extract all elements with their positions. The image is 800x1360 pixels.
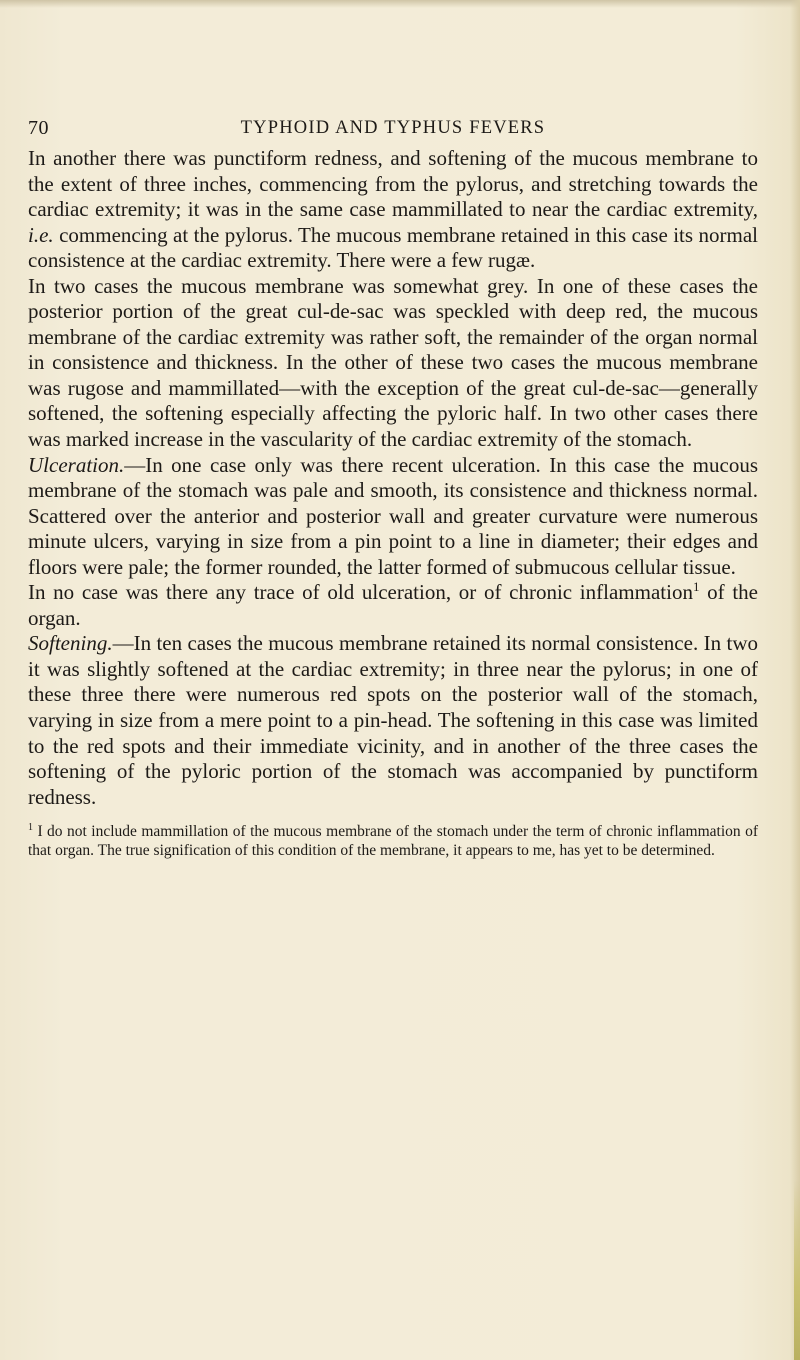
section-heading-softening: Softening. xyxy=(28,631,113,656)
body-text xyxy=(28,146,758,810)
page-header xyxy=(28,117,758,147)
footnote xyxy=(28,823,758,861)
footnote-reference[interactable]: 1 xyxy=(692,579,700,595)
paragraph-4 xyxy=(28,580,758,631)
running-head: TYPHOID AND TYPHUS FEVERS xyxy=(240,118,546,138)
paragraph-2 xyxy=(28,274,758,453)
italic-ie: i.e. xyxy=(28,222,54,247)
paragraph-text-rest: of the organ. xyxy=(28,580,758,630)
paragraph-ulceration xyxy=(28,453,758,581)
page-edge-stain xyxy=(794,1180,800,1360)
section-heading-ulceration: Ulceration. xyxy=(28,452,125,477)
page-top-shadow xyxy=(0,0,800,8)
paragraph-text: In two cases the mucous membrane was somewhat grey. In one of these cases the posterior portion of the great cul-de-sac was speckled with deep red, the mucous membrane of the cardiac extremity was rather soft, the remainder of the organ normal in consistence and thickness. In the other of these two cases the mucous membrane was rugose and mammillated—with the exception of the great cul-de-sac—generally softened, the softening especially affecting the pyloric half. In two other cases there was marked increase in the vascularity of the cardiac extremity of the stomach. xyxy=(28,273,758,452)
paragraph-text: —In ten cases the mucous membrane retained its normal consistence. In two it was slightly softened at the cardiac extremity; in three near the pylorus; in one of these three there were numerous red spots on the posterior wall of the stomach, varying in size from a mere point to a pin-head. The softening in this case was limited to the red spots and their immediate vicinity, and in another of the three cases the softening of the pyloric portion of the stomach was accompanied by punctiform redness. xyxy=(28,631,758,809)
paragraph-text: In no case was there any trace of old ulceration, or of chronic inflammation xyxy=(28,580,693,605)
paragraph-text-rest: commencing at the pylorus. The mucous membrane retained in this case its normal consistence at the cardiac extremity. There were a few rugæ. xyxy=(28,222,758,273)
paragraph-text: In another there was punctiform redness, and softening of the mucous membrane to the extent of three inches, commencing from the pylorus, and stretching towards the cardiac extremity; it was in the same case mammillated to near the cardiac extremity, xyxy=(28,146,758,222)
page-right-edge xyxy=(790,0,800,1360)
page-number: 70 xyxy=(28,117,49,139)
paragraph-text: —In one case only was there recent ulceration. In this case the mucous membrane of the stomach was pale and smooth, its consistence and thickness normal. Scattered over the anterior and posterior wall and greater curvature were numerous minute ulcers, varying in size from a pin point to a line in diameter; their edges and floors were pale; the former rounded, the latter formed of submucous cellular tissue. xyxy=(28,452,758,579)
footnote-mark: 1 xyxy=(28,821,33,833)
paragraph-1 xyxy=(28,146,758,274)
paragraph-softening xyxy=(28,631,758,810)
footnote-text: I do not include mammillation of the mucous membrane of the stomach under the term of chronic inflammation of that organ. The true signification of this condition of the membrane, it appears to me, has yet to be determined. xyxy=(28,823,758,859)
